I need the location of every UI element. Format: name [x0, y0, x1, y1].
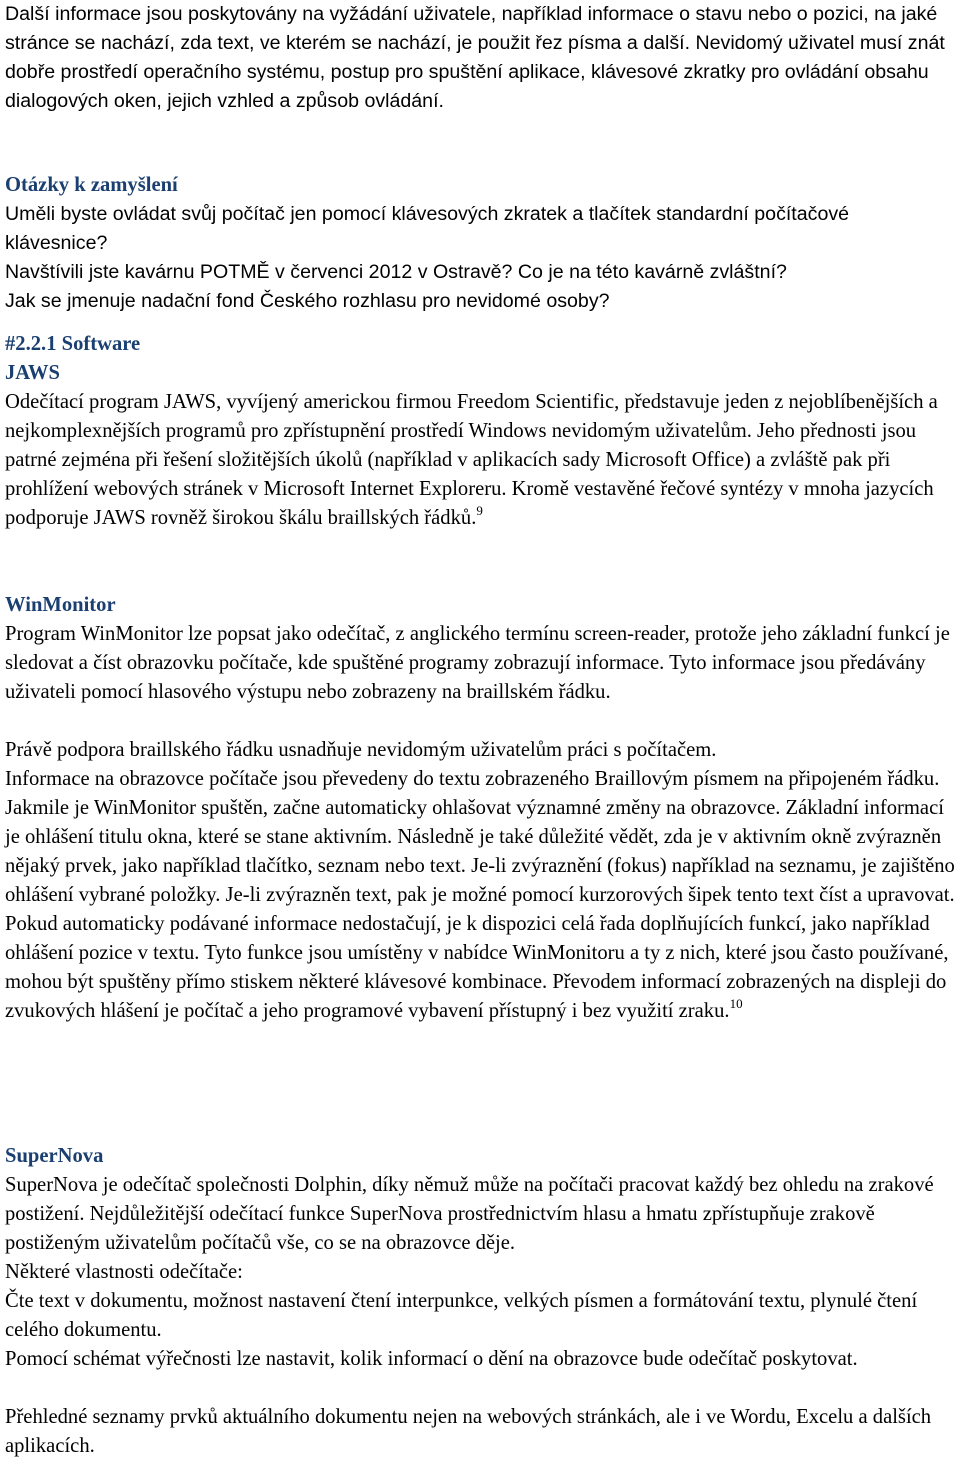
supernova-paragraph-4: Pomocí schémat výřečnosti lze nastavit, kolik informací o dění na obrazovce bude odečítač poskytovat.	[5, 1348, 858, 1370]
jaws-text: Odečítací program JAWS, vyvíjený americkou firmou Freedom Scientific, představuje jeden z nejoblíbenějších a nejkomplexnějších programů pro zpřístupnění prostředí Windows nevidomým uživatelům. Jeho přednosti jsou patrné zejména při řešení složitějších úkolů (například v aplikacích sady Microsoft Office) a zvláště pak při prohlížení webových stránek v Microsoft Internet Exploreru. Kromě vestavěné řečové syntézy v mnoha jazycích podporuje JAWS rovněž širokou škálu braillských řádků.	[5, 391, 938, 529]
supernova-paragraph-5: Přehledné seznamy prvků aktuálního dokumentu nejen na webových stránkách, ale i ve Wordu, Excelu a dalších aplikacích.	[5, 1406, 932, 1457]
intro-paragraph: Další informace jsou poskytovány na vyžádání uživatele, například informace o stavu nebo o pozici, na jaké stránce se nachází, zda text, ve kterém se nachází, je použit řez písma a další. Nevidomý uživatel musí znát dobře prostředí operačního systému, postup pro spuštění aplikace, klávesové zkratky pro ovládání obsahu dialogových oken, jejich vzhled a způsob ovládání.	[5, 3, 945, 112]
software-heading: #2.2.1 Software	[5, 333, 141, 355]
footnote-9: 9	[476, 503, 483, 518]
supernova-heading: SuperNova	[5, 1145, 104, 1167]
jaws-heading: JAWS	[5, 362, 60, 384]
winmonitor-paragraph-1: Program WinMonitor lze popsat jako odečítač, z anglického termínu screen-reader, protože jeho základní funkcí je sledovat a číst obrazovku počítače, kde spuštěné programy zobrazují informace. Tyto informace jsou předávány uživateli pomocí hlasového výstupu nebo zobrazeny na braillském řádku.	[5, 623, 950, 703]
jaws-paragraph	[5, 388, 955, 533]
supernova-paragraph-2: Některé vlastnosti odečítače:	[5, 1261, 243, 1283]
winmonitor-paragraph-2: Právě podpora braillského řádku usnadňuje nevidomým uživatelům práci s počítačem.	[5, 739, 717, 761]
supernova-paragraph-1: SuperNova je odečítač společnosti Dolphin, díky němuž může na počítači pracovat každý bez ohledu na zrakové postižení. Nejdůležitější odečítací funkce SuperNova prostřednictvím hlasu a hmatu zpřístupňuje zrakově postiženým uživatelům počítačů vše, co se na obrazovce děje.	[5, 1174, 934, 1254]
questions-heading: Otázky k zamyšlení	[5, 174, 178, 196]
question-3: Jak se jmenuje nadační fond Českého rozhlasu pro nevidomé osoby?	[5, 290, 610, 312]
question-2: Navštívili jste kavárnu POTMĚ v červenci 2012 v Ostravě? Co je na této kavárně zvláštní?	[5, 261, 787, 283]
winmonitor-heading: WinMonitor	[5, 594, 116, 616]
winmonitor-text: Informace na obrazovce počítače jsou převedeny do textu zobrazeného Braillovým písmem na připojeném řádku. Jakmile je WinMonitor spuštěn, začne automaticky ohlašovat významné změny na obrazovce. Základní informací je ohlášení titulu okna, které se stane aktivním. Následně je také důležité vědět, zda je v aktivním okně zvýrazněn nějaký prvek, jako například tlačítko, seznam nebo text. Je-li zvýraznění (fokus) například na seznamu, je zajištěno ohlášení vybrané položky. Je-li zvýrazněn text, pak je možné pomocí kurzorových šipek tento text číst a upravovat. Pokud automaticky podávané informace nedostačují, je k dispozici celá řada doplňujících funkcí, jako například ohlášení pozice v textu. Tyto funkce jsou umístěny v nabídce WinMonitoru a ty z nich, které jsou často používané, mohou být spuštěny přímo stiskem některé klávesové kombinace. Převodem informací zobrazených na displeji do zvukových hlášení je počítač a jeho programové vybavení přístupný i bez využití zraku.	[5, 768, 955, 1022]
footnote-10: 10	[729, 996, 743, 1011]
question-1: Uměli byste ovládat svůj počítač jen pomocí klávesových zkratek a tlačítek standardní počítačové klávesnice?	[5, 203, 850, 254]
winmonitor-paragraph-3	[5, 765, 955, 1026]
supernova-paragraph-3: Čte text v dokumentu, možnost nastavení čtení interpunkce, velkých písmen a formátování textu, plynulé čtení celého dokumentu.	[5, 1290, 918, 1341]
